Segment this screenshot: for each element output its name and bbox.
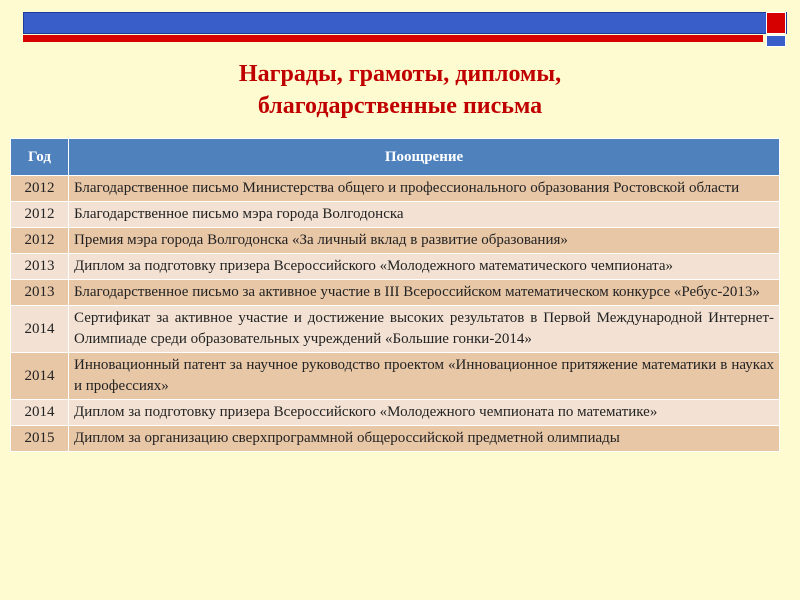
award-cell: Диплом за подготовку призера Всероссийского «Молодежного чемпионата по математике»: [69, 400, 780, 426]
table-row: [11, 176, 780, 202]
column-header-award: Поощрение: [69, 139, 780, 176]
table-header-row: [11, 139, 780, 176]
award-cell: Диплом за подготовку призера Всероссийского «Молодежного математического чемпионата»: [69, 254, 780, 280]
table-row: [11, 280, 780, 306]
title-line-2: благодарственные письма: [257, 93, 543, 119]
award-cell: Благодарственное письмо Министерства общего и профессионального образования Ростовской области: [69, 176, 780, 202]
table-row: [11, 353, 780, 400]
year-cell: 2013: [11, 254, 69, 280]
year-cell: 2014: [11, 353, 69, 400]
year-cell: 2014: [11, 306, 69, 353]
corner-red-square: [766, 12, 786, 34]
awards-table: [10, 138, 780, 452]
award-cell: Благодарственное письмо мэра города Волгодонска: [69, 202, 780, 228]
award-cell: Сертификат за активное участие и достижение высоких результатов в Первой Международной Интернет-Олимпиаде среди образовательных учреждений «Большие гонки-2014»: [69, 306, 780, 353]
year-cell: 2013: [11, 280, 69, 306]
award-cell: Премия мэра города Волгодонска «За личный вклад в развитие образования»: [69, 228, 780, 254]
header-red-line: [23, 35, 763, 42]
year-cell: 2012: [11, 202, 69, 228]
award-cell: Инновационный патент за научное руководство проектом «Инновационное притяжение математики в науках и профессиях»: [69, 353, 780, 400]
table-row: [11, 228, 780, 254]
corner-blue-square: [766, 35, 786, 47]
table-row: [11, 426, 780, 452]
column-header-year: Год: [11, 139, 69, 176]
table-row: [11, 306, 780, 353]
year-cell: 2014: [11, 400, 69, 426]
year-cell: 2012: [11, 228, 69, 254]
table-row: [11, 202, 780, 228]
award-cell: Диплом за организацию сверхпрограммной общероссийской предметной олимпиады: [69, 426, 780, 452]
table-row: [11, 400, 780, 426]
year-cell: 2012: [11, 176, 69, 202]
header-blue-bar: [23, 12, 787, 34]
award-cell: Благодарственное письмо за активное участие в III Всероссийском математическом конкурсе «Ребус-2013»: [69, 280, 780, 306]
table-row: [11, 254, 780, 280]
page-title: [0, 58, 800, 122]
year-cell: 2015: [11, 426, 69, 452]
title-line-1: Награды, грамоты, дипломы,: [238, 61, 562, 87]
